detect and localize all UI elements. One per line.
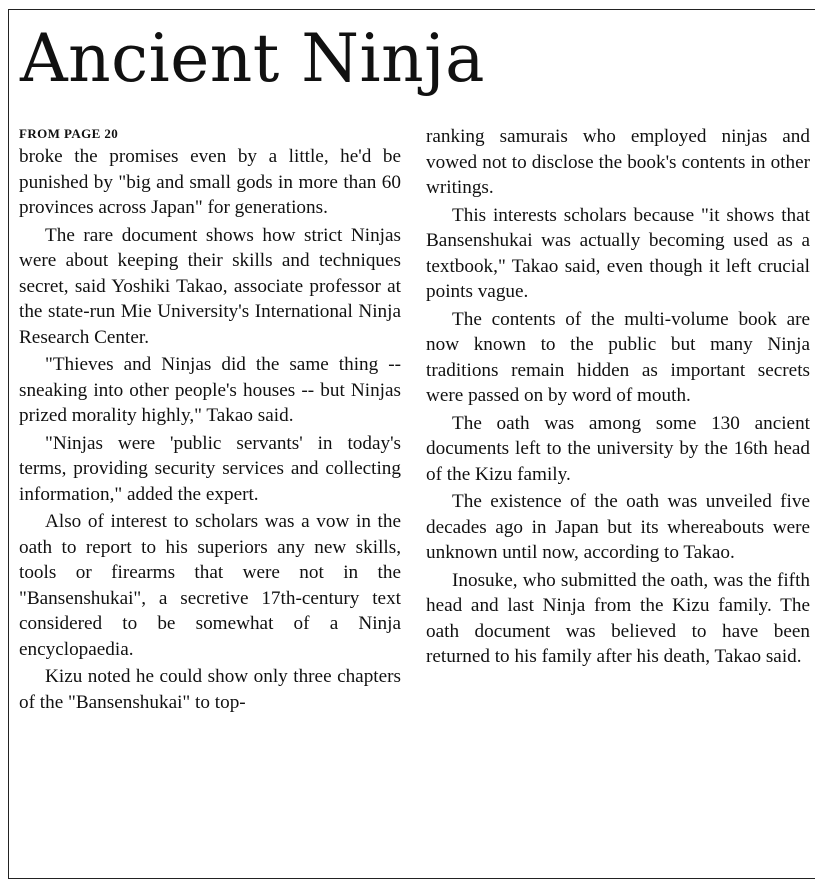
left-column: [19, 124, 401, 717]
right-column: [426, 124, 810, 672]
left-border: [8, 9, 9, 879]
paragraph: ranking samurais who employed ninjas and vowed not to disclose the book's contents in other writings.: [426, 126, 810, 198]
bottom-rule: [8, 878, 815, 879]
paragraph: broke the promises even by a little, he'd be punished by "big and small gods in more than 60 provinces across Japan" for generations.: [19, 146, 401, 218]
paragraph: This interests scholars because "it shows that Bansenshukai was actually becoming used as a textbook," Takao said, even though it left crucial points vague.: [426, 204, 810, 302]
paragraph: The oath was among some 130 ancient documents left to the university by the 16th head of the Kizu family.: [426, 412, 810, 485]
top-rule: [8, 9, 815, 10]
paragraph: Kizu noted he could show only three chapters of the "Bansenshukai" to top-: [19, 666, 401, 713]
paragraph: The existence of the oath was unveiled five decades ago in Japan but its whereabouts were unknown until now, according to Takao.: [426, 491, 810, 563]
paragraph: The contents of the multi-volume book are now known to the public but many Ninja traditions remain hidden as important secrets were passed on by word of mouth.: [426, 308, 810, 406]
headline: Ancient Ninja: [20, 20, 485, 97]
jump-line: FROM PAGE 20: [19, 126, 119, 141]
paragraph: The rare document shows how strict Ninjas were about keeping their skills and techniques secret, said Yoshiki Takao, associate professor at the state-run Mie University's International Ninja Research Center.: [19, 224, 401, 348]
paragraph: "Ninjas were 'public servants' in today's terms, providing security services and collecting information," added the expert.: [19, 432, 401, 505]
paragraph: Also of interest to scholars was a vow in the oath to report to his superiors any new skills, tools or firearms that were not in the "Bansenshukai", a secretive 17th-century text considered to be somewhat of a Ninja encyclopaedia.: [19, 511, 401, 660]
paragraph: Inosuke, who submitted the oath, was the fifth head and last Ninja from the Kizu family. The oath document was believed to have been returned to his family after his death, Takao said.: [426, 569, 810, 667]
paragraph: "Thieves and Ninjas did the same thing -- sneaking into other people's houses -- but Ninjas prized morality highly," Takao said.: [19, 354, 401, 426]
